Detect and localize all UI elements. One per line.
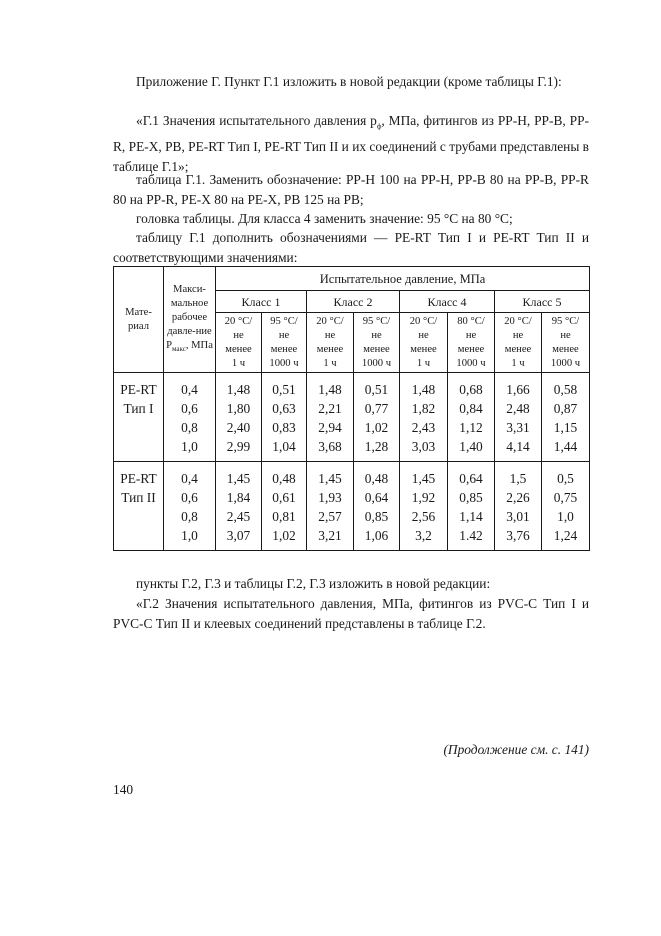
test-pressure-cell xyxy=(542,462,590,551)
max-pressure-value: 0,6 xyxy=(181,490,198,505)
test-pressure-value: 0,51 xyxy=(364,382,389,397)
test-pressure-value: 1,0 xyxy=(557,509,574,524)
subheader-line: 1 ч xyxy=(511,357,525,369)
test-pressure-value: 1,12 xyxy=(459,420,483,435)
test-pressure-value: 0,58 xyxy=(553,382,578,397)
subheader-line: менее xyxy=(410,343,437,355)
test-pressure-header: Испытательное давление, МПа xyxy=(216,267,590,291)
test-pressure-cell xyxy=(262,373,307,462)
test-pressure-cell xyxy=(216,462,262,551)
test-pressure-value: 1,44 xyxy=(553,439,578,454)
subheader-line: менее xyxy=(316,343,344,355)
test-pressure-cell xyxy=(495,462,542,551)
subheader-line: не xyxy=(324,329,336,341)
test-pressure-value: 0,48 xyxy=(364,471,389,486)
test-pressure-value: 0,48 xyxy=(272,471,296,486)
intro-line: Приложение Г. Пункт Г.1 изложить в новой редакции (кроме таблицы Г.1): xyxy=(136,74,562,89)
subheader-line: 1000 ч xyxy=(361,357,392,369)
class-header: Класс 2 xyxy=(307,291,400,313)
max-pressure-value: 0,4 xyxy=(181,382,198,397)
max-pressure-header-subscript: макс xyxy=(172,345,186,354)
table-row xyxy=(114,462,590,551)
subheader-line: 1 ч xyxy=(231,357,246,369)
subheader-line: 95 °С/ xyxy=(551,315,580,327)
max-pressure-cell xyxy=(164,462,216,551)
test-pressure-cell xyxy=(400,462,448,551)
subheader-line: 95 °С/ xyxy=(270,315,298,327)
table-row xyxy=(114,373,590,462)
continuation-note: (Продолжение см. с. 141) xyxy=(443,742,589,757)
max-pressure-value: 0,8 xyxy=(181,420,198,435)
test-pressure-value: 2,40 xyxy=(226,420,251,435)
test-pressure-value: 2,26 xyxy=(506,490,530,505)
paragraph-new-edition: пункты Г.2, Г.3 и таблицы Г.2, Г.3 изложить в новой редакции: xyxy=(136,576,491,591)
test-pressure-value: 2,99 xyxy=(226,439,251,454)
test-pressure-value: 1,48 xyxy=(411,382,436,397)
test-pressure-value: 1,06 xyxy=(364,528,389,543)
test-pressure-value: 0,68 xyxy=(459,382,483,397)
test-pressure-value: 3,76 xyxy=(506,528,530,543)
test-pressure-value: 0,84 xyxy=(459,401,483,416)
test-pressure-cell xyxy=(307,462,354,551)
material-header: Мате-риал xyxy=(114,267,164,373)
max-pressure-header-text-a: Макси-мальное рабочее давле-ние P xyxy=(166,283,212,351)
test-pressure-value: 1,84 xyxy=(226,490,251,505)
subheader-line: не xyxy=(418,329,429,341)
test-pressure-value: 0,51 xyxy=(272,382,296,397)
subheader-line: 20 °С/ xyxy=(224,315,253,327)
max-pressure-value: 1,0 xyxy=(181,439,198,454)
page-number: 140 xyxy=(113,782,134,797)
class-header: Класс 1 xyxy=(216,291,307,313)
subheader-line: 1 ч xyxy=(416,357,431,369)
subheader-line: менее xyxy=(504,343,532,355)
subheader-line: не xyxy=(560,329,571,341)
test-pressure-value: 3,68 xyxy=(318,439,342,454)
subheader-line: не xyxy=(465,329,477,341)
temperature-subheader xyxy=(400,313,448,373)
test-pressure-value: 0,5 xyxy=(557,471,574,486)
test-pressure-value: 1,02 xyxy=(272,528,296,543)
temperature-subheader xyxy=(495,313,542,373)
material-name: PE-RT xyxy=(120,471,157,486)
test-pressure-value: 1,48 xyxy=(226,382,251,397)
test-pressure-value: 3,2 xyxy=(415,528,432,543)
class-header: Класс 5 xyxy=(495,291,590,313)
paragraph-header-change: головка таблицы. Для класса 4 заменить значение: 95 °С на 80 °С; xyxy=(136,211,513,226)
test-pressure-value: 0,63 xyxy=(272,401,296,416)
test-pressure-value: 1,04 xyxy=(272,439,296,454)
temperature-subheader xyxy=(216,313,262,373)
test-pressure-value: 2,57 xyxy=(318,509,342,524)
subheader-line: менее xyxy=(225,343,252,355)
temperature-subheader xyxy=(354,313,400,373)
test-pressure-value: 1,5 xyxy=(509,471,527,486)
test-pressure-cell xyxy=(448,373,495,462)
max-pressure-value: 0,8 xyxy=(181,509,198,524)
test-pressure-table xyxy=(113,266,590,551)
max-pressure-cell xyxy=(164,373,216,462)
test-pressure-value: 2,94 xyxy=(318,420,342,435)
test-pressure-value: 1,02 xyxy=(364,420,389,435)
subheader-line: 1000 ч xyxy=(456,357,486,369)
subheader-line: 1000 ч xyxy=(269,357,299,369)
class-header: Класс 4 xyxy=(400,291,495,313)
test-pressure-value: 3,01 xyxy=(506,509,530,524)
subheader-line: 80 °С/ xyxy=(457,315,485,327)
test-pressure-value: 0,81 xyxy=(272,509,296,524)
paragraph-g1-subscript: ф xyxy=(376,122,382,131)
test-pressure-value: 3,31 xyxy=(506,420,530,435)
test-pressure-value: 3,03 xyxy=(411,439,436,454)
test-pressure-value: 1,80 xyxy=(226,401,251,416)
subheader-line: 1000 ч xyxy=(550,357,581,369)
test-pressure-value: 2,45 xyxy=(226,509,251,524)
paragraph-replace-designation: таблица Г.1. Заменить обозначение: PP-H 100 на PP-H, PP-B 80 на PP-B, PP-R 80 на PP-R, PE-X 80 на PE-X, PB 125 на PB; xyxy=(113,172,589,207)
material-cell xyxy=(114,462,164,551)
paragraph-g1 xyxy=(113,111,589,176)
test-pressure-value: 0,64 xyxy=(459,471,483,486)
test-pressure-value: 1,24 xyxy=(553,528,578,543)
test-pressure-value: 0,83 xyxy=(272,420,296,435)
paragraph-g1-text-b: , МПа, фитингов из PP-H, PP-B, PP-R, PE-X, PB, PE-RT Тип I, PE-RT Тип II и их соединений с трубами представлены в таблице Г.1»; xyxy=(113,113,589,174)
test-pressure-cell xyxy=(542,373,590,462)
subheader-line: 20 °С/ xyxy=(504,315,532,327)
test-pressure-value: 1,40 xyxy=(459,439,483,454)
test-pressure-value: 0,87 xyxy=(553,401,578,416)
paragraph-table-extension: таблицу Г.1 дополнить обозначениями — PE-RT Тип I и PE-RT Тип II и соответствующими значениями: xyxy=(113,230,589,265)
temperature-subheader xyxy=(448,313,495,373)
test-pressure-value: 1,93 xyxy=(318,490,342,505)
test-pressure-value: 3,07 xyxy=(226,528,251,543)
test-pressure-value: 1,15 xyxy=(553,420,578,435)
test-pressure-cell xyxy=(354,462,400,551)
material-cell xyxy=(114,373,164,462)
max-pressure-value: 0,6 xyxy=(181,401,198,416)
test-pressure-cell xyxy=(354,373,400,462)
material-name: PE-RT xyxy=(120,382,157,397)
max-pressure-value: 1,0 xyxy=(181,528,198,543)
test-pressure-value: 2,21 xyxy=(318,401,342,416)
test-pressure-value: 1,48 xyxy=(318,382,342,397)
test-pressure-value: 1,66 xyxy=(506,382,530,397)
test-pressure-value: 1,28 xyxy=(364,439,389,454)
max-pressure-header-text-b: , МПа xyxy=(185,339,213,351)
test-pressure-value: 0,85 xyxy=(364,509,389,524)
max-pressure-header xyxy=(164,267,216,373)
test-pressure-cell xyxy=(448,462,495,551)
test-pressure-value: 2,43 xyxy=(411,420,436,435)
temperature-subheader xyxy=(262,313,307,373)
paragraph-g2: «Г.2 Значения испытательного давления, МПа, фитингов из PVC-C Тип I и PVC-C Тип II и клеевых соединений представлены в таблице Г.2. xyxy=(113,596,589,631)
paragraph-g1-text-a: «Г.1 Значения испытательного давления p xyxy=(136,113,377,128)
test-pressure-cell xyxy=(307,373,354,462)
test-pressure-value: 0,75 xyxy=(553,490,578,505)
subheader-line: 20 °С/ xyxy=(409,315,438,327)
material-name: Тип II xyxy=(121,490,156,505)
test-pressure-value: 1,45 xyxy=(318,471,342,486)
max-pressure-value: 0,4 xyxy=(181,471,198,486)
subheader-line: не xyxy=(278,329,290,341)
test-pressure-value: 0,61 xyxy=(272,490,296,505)
test-pressure-value: 4,14 xyxy=(506,439,530,454)
test-pressure-value: 0,77 xyxy=(364,401,389,416)
temperature-subheader xyxy=(542,313,590,373)
subheader-line: не xyxy=(371,329,382,341)
temperature-subheader xyxy=(307,313,354,373)
test-pressure-value: 2,56 xyxy=(411,509,436,524)
subheader-line: менее xyxy=(457,343,485,355)
test-pressure-cell xyxy=(262,462,307,551)
test-pressure-value: 2,48 xyxy=(506,401,530,416)
test-pressure-value: 1,14 xyxy=(459,509,483,524)
subheader-line: не xyxy=(233,329,244,341)
subheader-line: менее xyxy=(552,343,579,355)
subheader-line: 20 °С/ xyxy=(316,315,344,327)
test-pressure-value: 1.42 xyxy=(459,528,483,543)
test-pressure-value: 1,92 xyxy=(411,490,436,505)
test-pressure-value: 3,21 xyxy=(318,528,342,543)
subheader-line: 1 ч xyxy=(323,357,337,369)
test-pressure-value: 0,85 xyxy=(459,490,483,505)
test-pressure-value: 1,45 xyxy=(411,471,436,486)
subheader-line: менее xyxy=(270,343,298,355)
test-pressure-cell xyxy=(495,373,542,462)
test-pressure-value: 1,45 xyxy=(226,471,251,486)
test-pressure-cell xyxy=(216,373,262,462)
test-pressure-cell xyxy=(400,373,448,462)
test-pressure-value: 0,64 xyxy=(364,490,389,505)
material-name: Тип I xyxy=(123,401,154,416)
subheader-line: менее xyxy=(363,343,390,355)
test-pressure-value: 1,82 xyxy=(411,401,436,416)
subheader-line: не xyxy=(512,329,524,341)
subheader-line: 95 °С/ xyxy=(362,315,391,327)
